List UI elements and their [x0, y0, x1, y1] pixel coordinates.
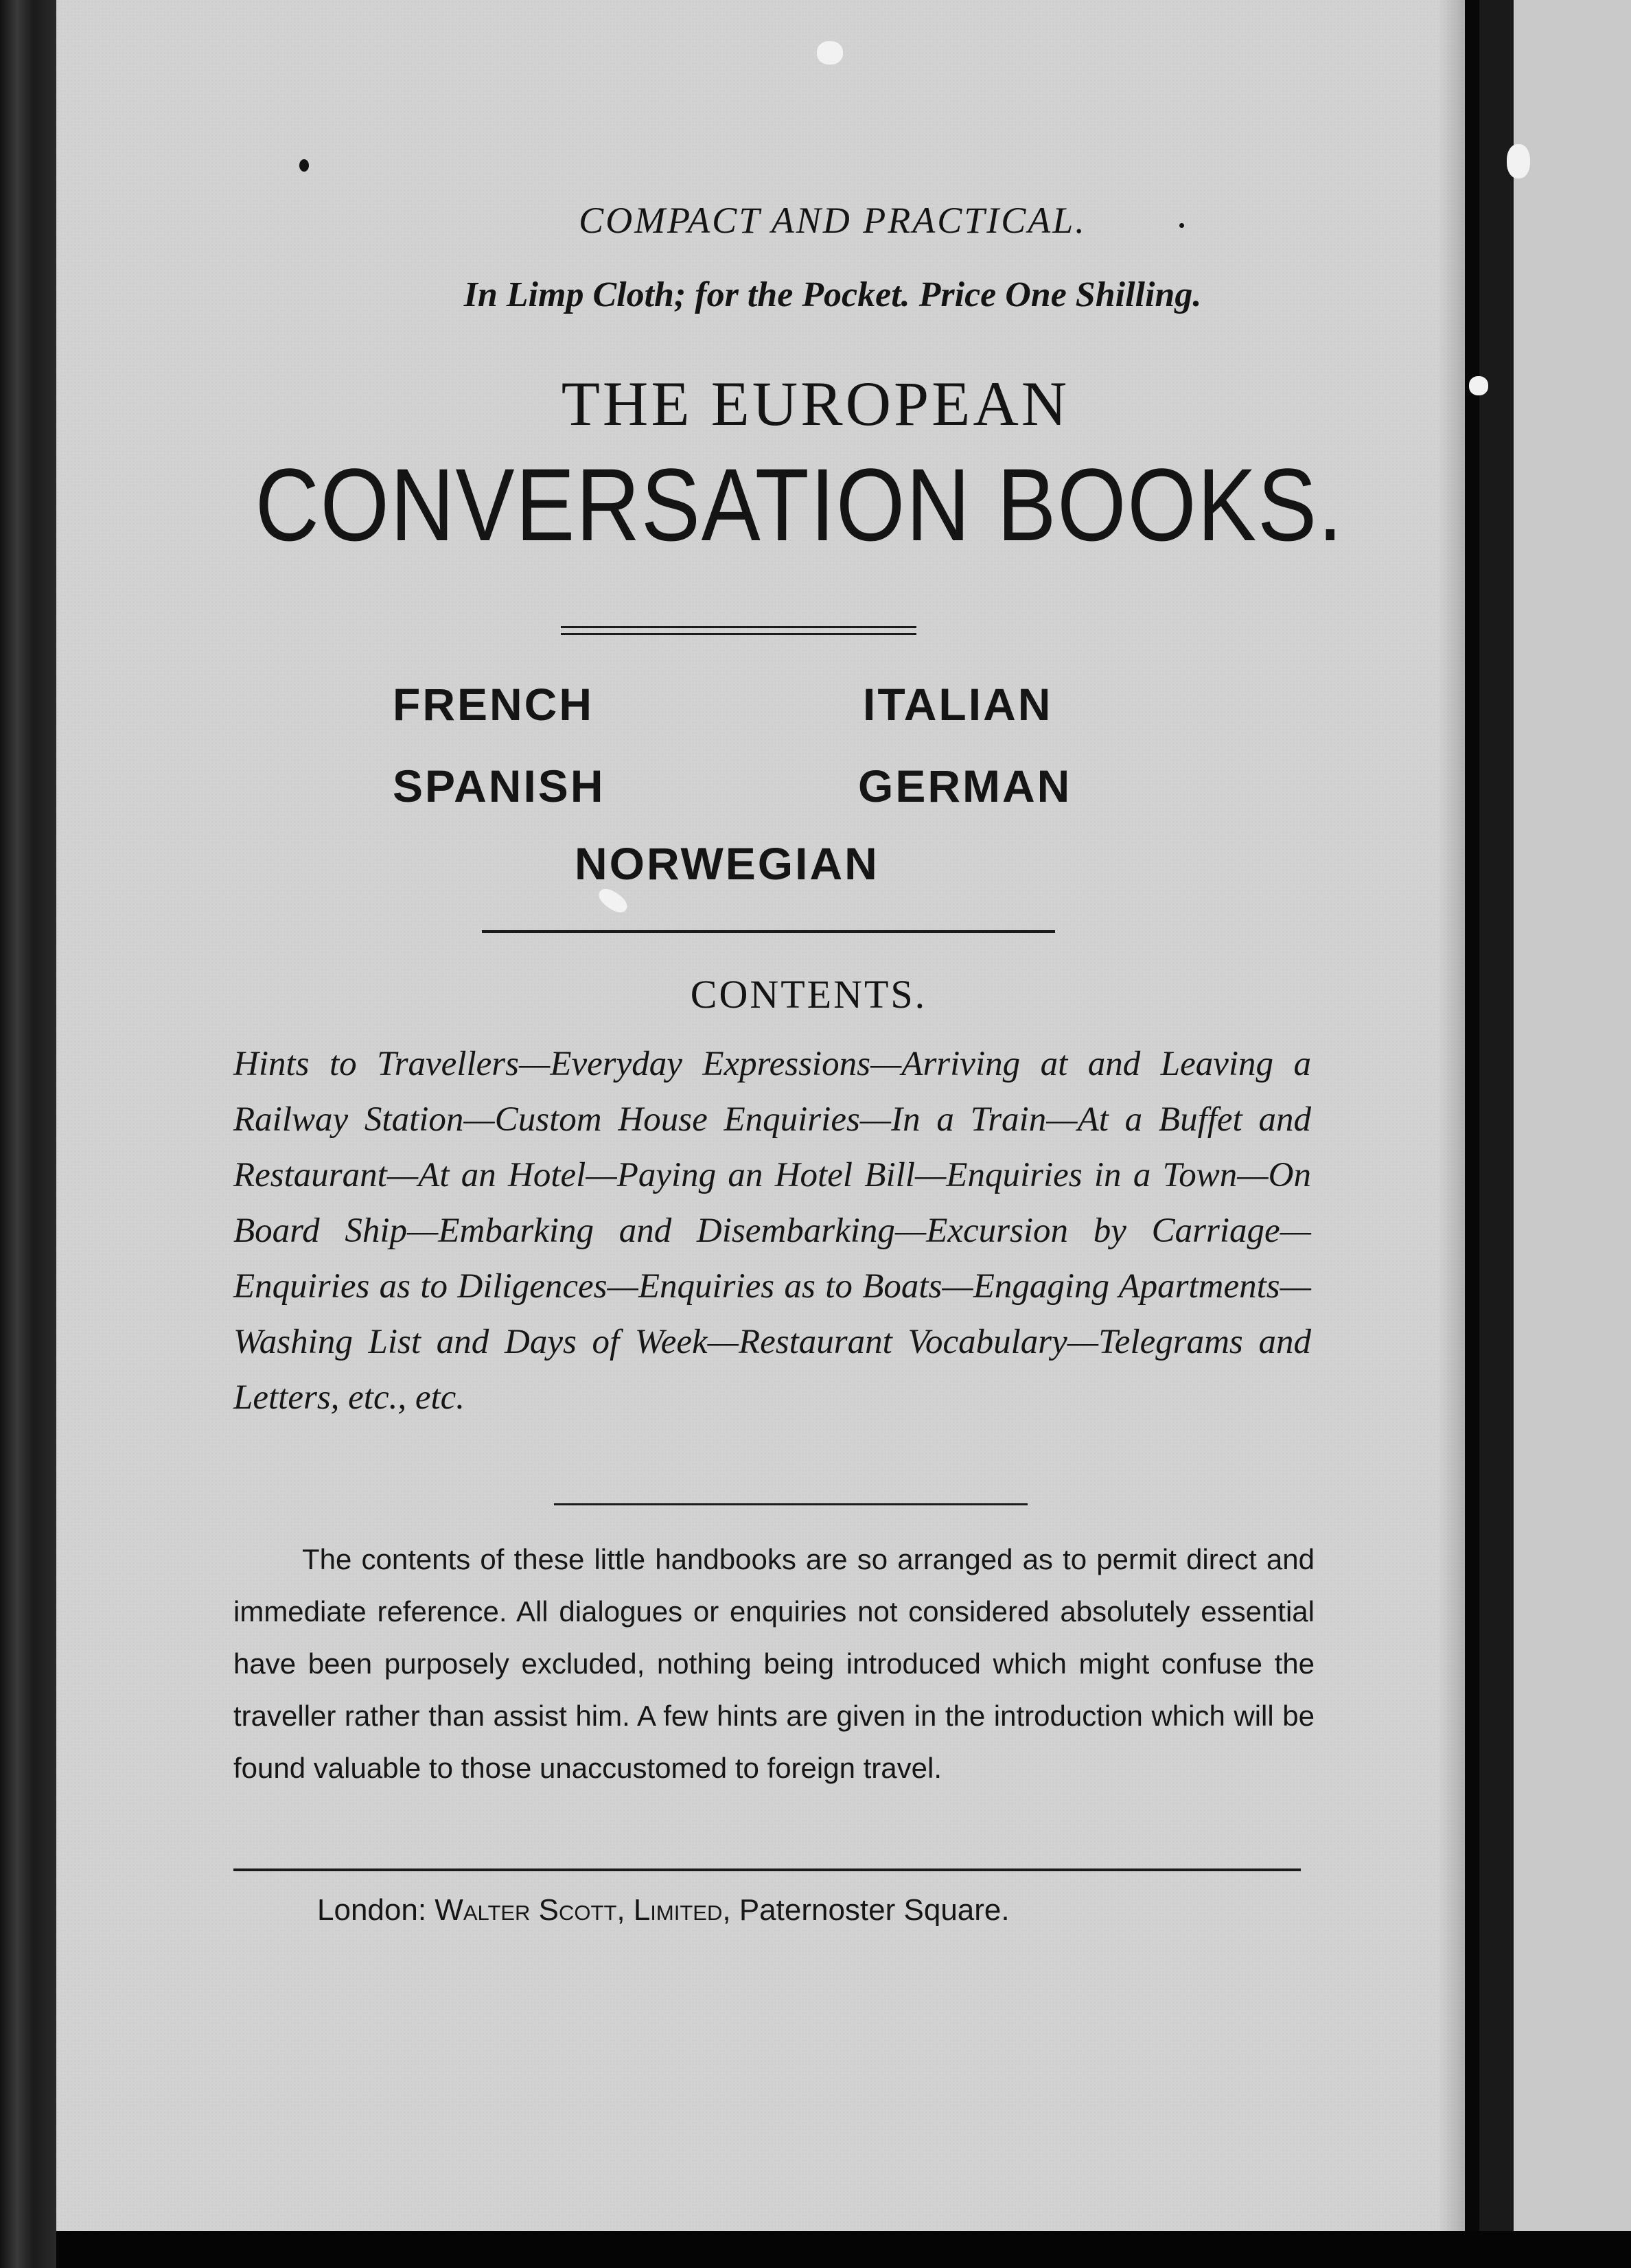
language-norwegian: NORWEGIAN — [575, 838, 879, 889]
scan-speck — [1469, 376, 1488, 395]
languages-rule — [482, 930, 1055, 933]
main-title: CONVERSATION BOOKS. — [255, 447, 1344, 562]
scan-speck — [1507, 144, 1530, 178]
imprint-publisher: Walter Scott, Limited, — [435, 1893, 731, 1927]
title-rule-lower — [561, 633, 916, 635]
publisher-imprint — [317, 1893, 1347, 1928]
scan-bottom-edge — [56, 2231, 1631, 2268]
title-rule-upper — [561, 626, 916, 628]
tagline: COMPACT AND PRACTICAL. — [579, 200, 1087, 241]
contents-list: Hints to Travellers—Everyday Expressions—Arriving at and Leaving a Railway Station—Custom House Enquiries—In a Train—At a Buffet and Restaurant—At an Hotel—Paying an Hotel Bill—Enquiries in a Town—On Board Ship—Embarking and Disembarking—Excursion by Carriage—Enquiries as to Diligences—Enquiries as to Boats—Engaging Apartments—Washing List and Days of Week—Restaurant Vocabulary—Telegrams and Letters, etc., etc. — [233, 1045, 1311, 1417]
book-spine — [1479, 0, 1514, 2231]
language-italian: ITALIAN — [863, 679, 1053, 730]
imprint-rule — [233, 1868, 1301, 1871]
description-paragraph: The contents of these little handbooks are so arranged as to permit direct and immediate reference. All dialogues or enquiries not considered absolutely essential have been purposely excluded, nothing being introduced which might confuse the traveller rather than assist him. A few hints are given in the introduction which will be found valuable to those unaccustomed to foreign travel. — [233, 1543, 1315, 1784]
advertisement-page — [56, 0, 1465, 2231]
imprint-city: London: — [317, 1893, 427, 1927]
book-edge-left — [0, 0, 56, 2268]
price-line: In Limp Cloth; for the Pocket. Price One Shilling. — [463, 275, 1202, 314]
title-top: THE EUROPEAN — [561, 369, 1070, 439]
language-spanish: SPANISH — [393, 761, 605, 811]
language-french: FRENCH — [393, 679, 594, 730]
adjacent-page-edge — [1514, 0, 1631, 2268]
ink-dot — [299, 159, 309, 172]
ink-dot — [1179, 223, 1184, 228]
scan-speck — [817, 41, 843, 65]
imprint-address: Paternoster Square. — [739, 1893, 1010, 1927]
language-german: GERMAN — [858, 761, 1072, 811]
contents-heading: CONTENTS. — [690, 972, 927, 1017]
contents-rule — [554, 1503, 1028, 1505]
